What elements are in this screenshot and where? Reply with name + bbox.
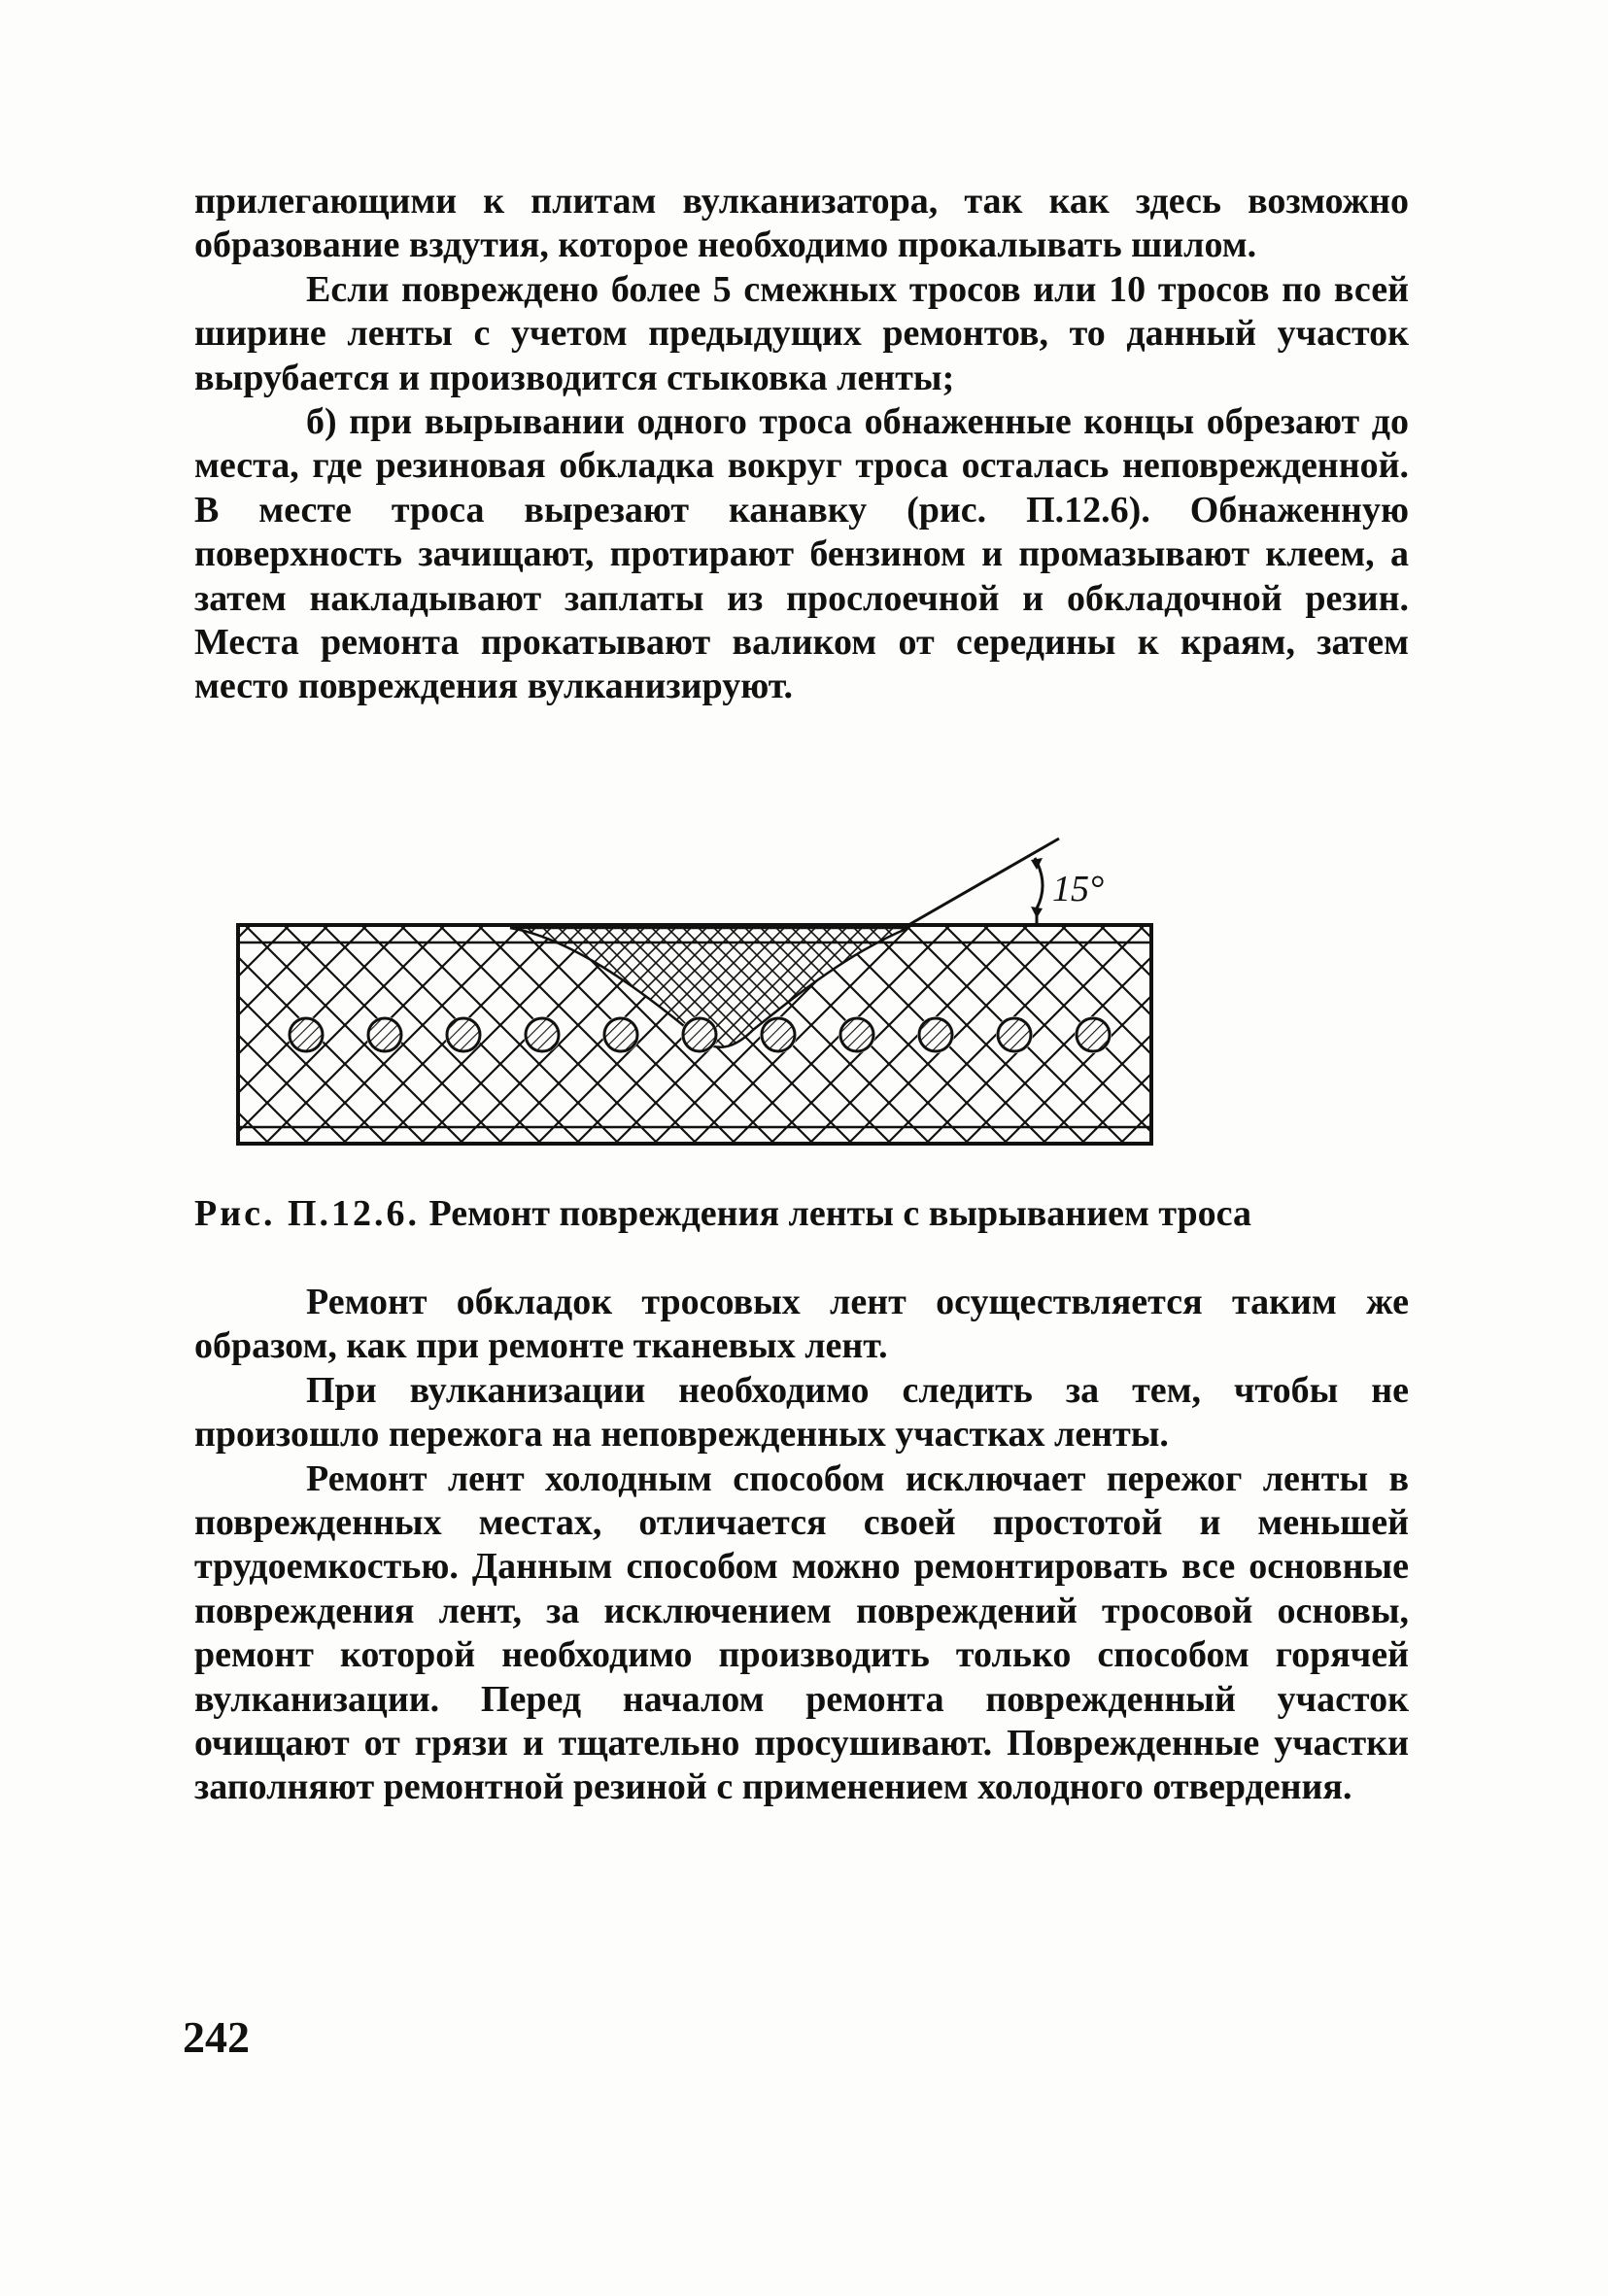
paragraph: Ремонт лент холодным способом исключает пережог ленты в поврежденных местах, отличается своей простотой и меньшей трудоемкостью. Данным способом можно ремонтировать все основные повреждения лент, за исключением повреждений тросовой основы, ремонт которой необходимо производить только способом горячей вулканизации. Перед началом ремонта поврежденный участок очищают от грязи и тщательно просушивают. Поврежденные участки заполняют ремонтной резиной с применением холодного отвердения. <box>194 1457 1409 1808</box>
belt-cross-section-diagram <box>228 831 1161 1161</box>
cable-9 <box>919 1018 952 1051</box>
caption-label: Рис. П.12.6. <box>194 1193 421 1234</box>
cable-4 <box>526 1018 559 1051</box>
paragraph: При вулканизации необходимо следить за тем, чтобы не произошло пережога на неповрежденных участках ленты. <box>194 1369 1409 1456</box>
paragraph: Если повреждено более 5 смежных тросов или 10 тросов по всей ширине ленты с учетом предыдущих ремонтов, то данный участок вырубается и производится стыковка ленты; <box>194 268 1409 398</box>
angle-label: 15° <box>1052 869 1105 909</box>
cable-7 <box>762 1018 795 1051</box>
cable-5 <box>604 1018 637 1051</box>
text-block-bottom <box>194 1281 1409 1810</box>
caption-text: Ремонт повреждения ленты с вырыванием троса <box>428 1193 1251 1234</box>
paragraph: прилегающими к плитам вулканизатора, так как здесь возможно образование вздутия, которое необходимо прокалывать шилом. <box>194 181 1409 266</box>
paragraph: б) при вырывании одного троса обнаженные концы обрезают до места, где резиновая обкладка вокруг троса осталась неповрежденной. В месте троса вырезают канавку (рис. П.12.6). Обнаженную поверхность зачищают, протирают бензином и промазывают клеем, а затем накладывают заплаты из прослоечной и обкладочной резин. Места ремонта прокатывают валиком от середины к краям, затем место повреждения вулканизируют. <box>194 401 1409 707</box>
text-block-top <box>194 180 1409 709</box>
cable-1 <box>290 1018 323 1051</box>
cable-3 <box>447 1018 480 1051</box>
figure-belt-repair <box>228 831 1161 1161</box>
cable-10 <box>998 1018 1031 1051</box>
cable-6 <box>683 1018 716 1051</box>
page-number: 242 <box>183 2012 250 2062</box>
cable-8 <box>840 1018 873 1051</box>
cable-2 <box>368 1018 401 1051</box>
paragraph: Ремонт обкладок тросовых лент осуществляется таким же образом, как при ремонте тканевых лент. <box>194 1282 1409 1367</box>
cable-11 <box>1077 1018 1110 1051</box>
figure-caption <box>194 1191 1419 1236</box>
